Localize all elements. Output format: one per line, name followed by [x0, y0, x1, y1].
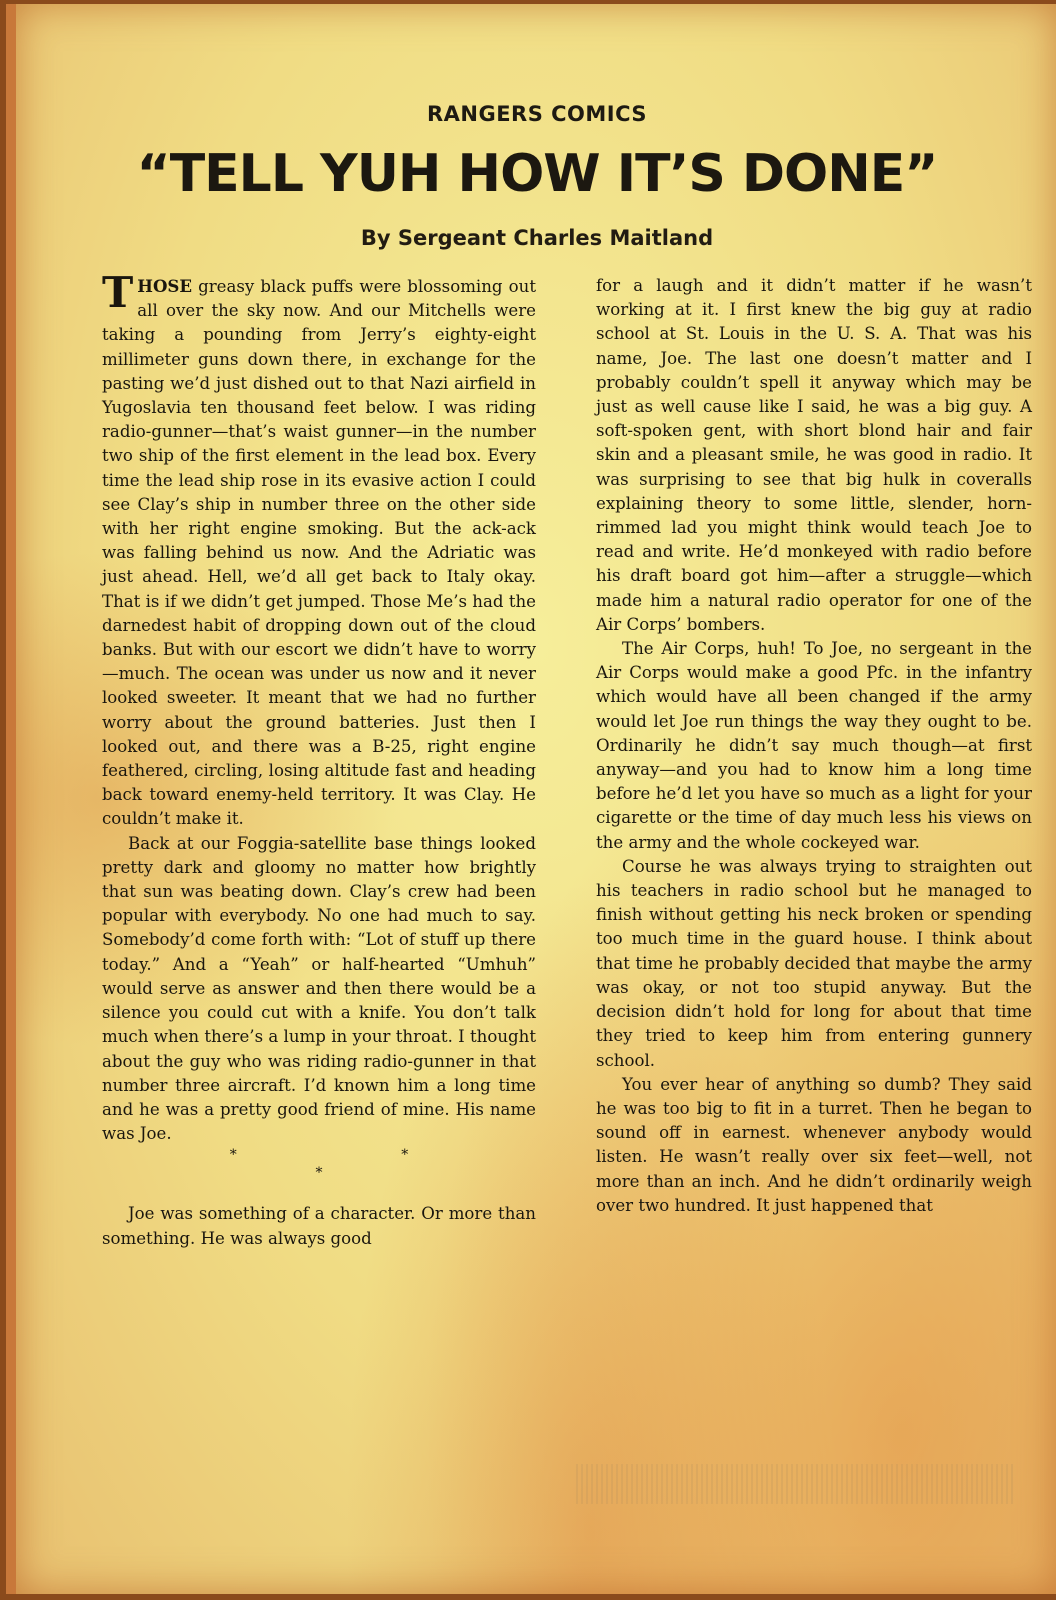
paragraph-4: The Air Corps, huh! To Joe, no sergeant in the Air Corps would make a good Pfc. in the infantry which would have all been changed if the army would let Joe run things the way they ought to be. Ordinarily he didn’t say much though—at first anyway—and you had to know him a long time before he’d let you have so much as a light for your cigarette or the time of day much less his views on the army and the whole cockeyed war. — [596, 639, 1032, 852]
paragraph-3-start: Joe was something of a character. Or more than something. He was always good — [102, 1204, 536, 1248]
paragraph-6: You ever hear of anything so dumb? They said he was too big to fit in a turret. Then he began to sound off in earnest. whenever anybody would listen. He wasn’t really over six feet—well, not more than an inch. And he didn’t ordinarily weigh over two hundred. It just happened that — [596, 1074, 1032, 1215]
comic-text-page — [6, 4, 1056, 1594]
paragraph-2: Back at our Foggia-satellite base things looked pretty dark and gloomy no matter how brightly that sun was beating down. Clay’s crew had been popular with everybody. No one had much to say. Somebody’d come forth with: “Lot of stuff up there today.” And a “Yeah” or half-hearted “Umhuh” would serve as answer and then there would be a silence you could cut with a knife. You don’t talk much when there’s a lump in your throat. I thought about the guy who was riding radio-gunner in that number three aircraft. I’d known him a long time and he was a pretty good friend of mine. His name was Joe. — [102, 833, 536, 1144]
print-smudge — [576, 1464, 1016, 1504]
byline: By Sergeant Charles Maitland — [360, 226, 714, 250]
section-separator: * * * — [229, 1147, 489, 1182]
paragraph-5: Course he was always trying to straighten out his teachers in radio school but he managed to finish without getting his neck broken or spending too much time in the guard house. I think about that time he probably decided that maybe the army was okay, or not too stupid anyway. But the decision didn’t hold for long for about that time they tried to keep him from entering gunnery school. — [596, 856, 1032, 1070]
paragraph-1-text: greasy black puffs were blossoming out all over the sky now. And our Mitchells were taking a pounding from Jerry’s eighty-eight millimeter guns down there, in exchange for the pasting we’d just dished out to that Nazi airfield in Yugoslavia ten thousand feet below. I was riding radio-gunner—that’s waist gunner—in the number two ship of the first element in the lead box. Every time the lead ship rose in its evasive action I could see Clay’s ship in number three on the other side with her right engine smoking. But the ack-ack was falling behind us now. And the Adriatic was just ahead. Hell, we’d all get back to Italy okay. That is if we didn’t get jumped. Those Me’s had the darnedest habit of dropping down out of the cloud banks. But with our escort we didn’t have to worry—much. The ocean was under us now and it never looked sweeter. It meant that we had no further worry about the ground batteries. Just then I looked out, and there was a B-25, right engine feathered, circling, losing altitude fast and heading back toward enemy-held territory. It was Clay. He couldn’t make it. — [102, 277, 536, 829]
drop-cap: T — [102, 268, 134, 317]
left-column — [102, 268, 536, 1251]
right-column — [596, 274, 1032, 1218]
story-title: “TELL YUH HOW IT’S DONE” — [136, 144, 938, 204]
paragraph-3-continued: for a laugh and it didn’t matter if he wasn’t working at it. I first knew the big guy at radio school at St. Louis in the U. S. A. That was his name, Joe. The last one doesn’t matter and I probably couldn’t spell it anyway which may be just as well cause like I said, he was a big guy. A soft-spoken gent, with short blond hair and fair skin and a pleasant smile, he was good in radio. It was surprising to see that big hulk in coveralls explaining theory to some little, slender, horn-rimmed lad you might think would teach Joe to read and write. He’d monkeyed with radio before his draft board got him—after a struggle—which made him a natural radio operator for one of the Air Corps’ bombers. — [596, 276, 1032, 634]
paragraph-1 — [102, 268, 536, 832]
lead-caps: HOSE — [137, 276, 193, 296]
masthead: RANGERS COMICS — [426, 102, 648, 126]
